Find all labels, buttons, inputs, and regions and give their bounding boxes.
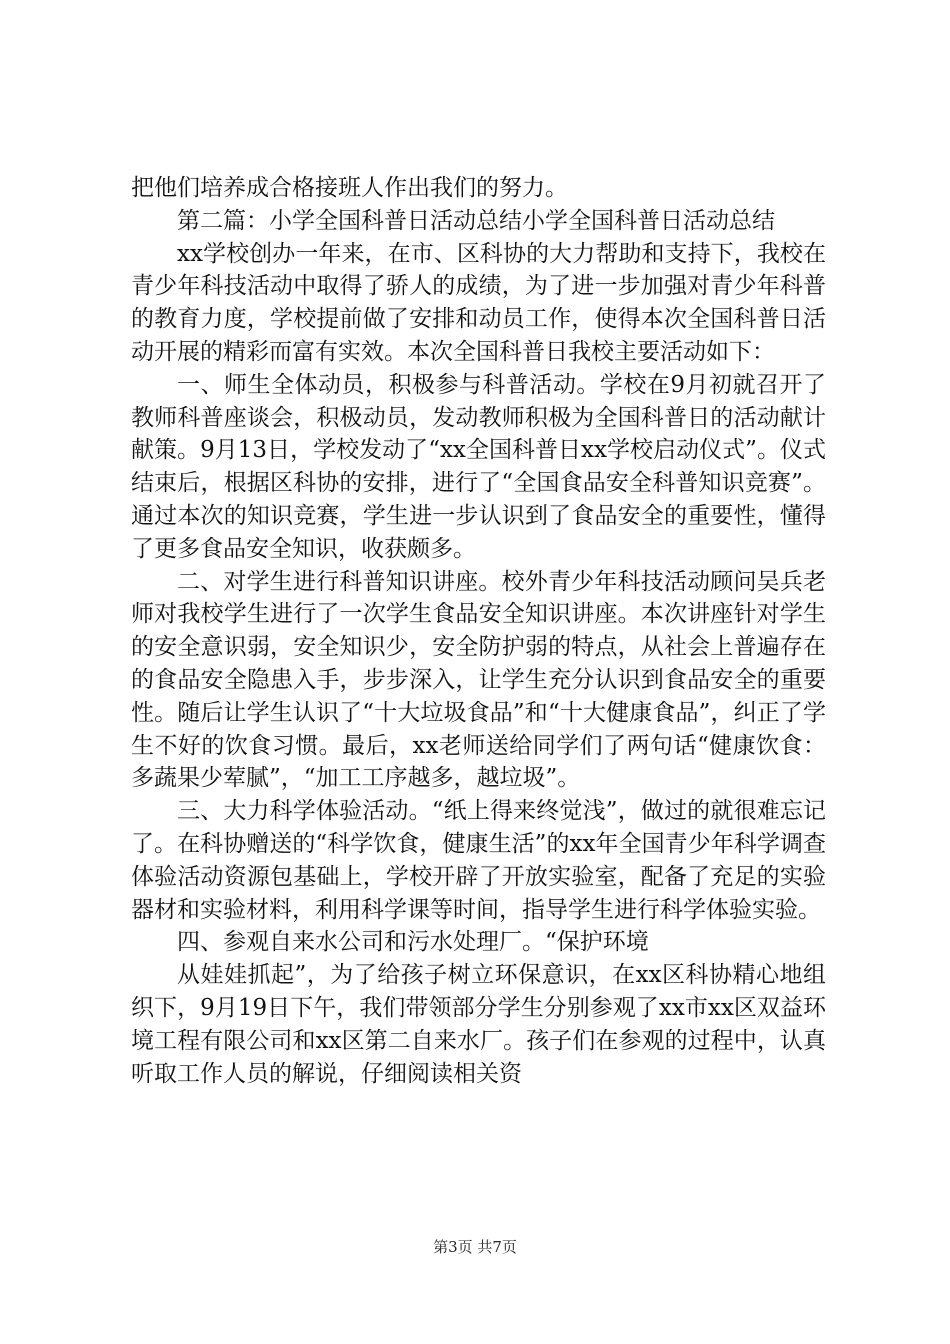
paragraph-item-4-body: 从娃娃抓起”，为了给孩子树立环保意识，在xx区科协精心地组织下，9月19日下午，我们带领部分学生分别参观了xx市xx区双益环境工程有限公司和xx区第二自来水厂。孩子们在参观的过程中，认真听取工作人员的解说，仔细阅读相关资 [131, 962, 826, 1087]
paragraph-item-2: 二、对学生进行科普知识讲座。校外青少年科技活动顾问吴兵老师对我校学生进行了一次学生食品安全知识讲座。本次讲座针对学生的安全意识弱，安全知识少，安全防护弱的特点，从社会上普遍存在的食品安全隐患入手，步步深入，让学生充分认识到食品安全的重要性。随后让学生认识了“十大垃圾食品”和“十大健康食品”，纠正了学生不好的饮食习惯。最后，xx老师送给同学们了两句话“健康饮食：多蔬果少荤腻”，“加工工序越多，越垃圾”。 [131, 568, 826, 792]
paragraph-continuation: 把他们培养成合格接班人作出我们的努力。 [131, 175, 568, 201]
paragraph-item-1: 一、师生全体动员，积极参与科普活动。学校在9月初就召开了教师科普座谈会，积极动员，发动教师积极为全国科普日的活动献计献策。9月13日，学校发动了“xx全国科普日xx学校启动仪式”。仪式结束后，根据区科协的安排，进行了“全国食品安全科普知识竞赛”。通过本次的知识竞赛，学生进一步认识到了食品安全的重要性，懂得了更多食品安全知识，收获颇多。 [131, 371, 826, 562]
paragraph-intro: xx学校创办一年来，在市、区科协的大力帮助和支持下，我校在青少年科技活动中取得了骄人的成绩，为了进一步加强对青少年科普的教育力度，学校提前做了安排和动员工作，使得本次全国科普日活动开展的精彩而富有实效。本次全国科普日我校主要活动如下： [131, 240, 826, 365]
section-heading: 第二篇：小学全国科普日活动总结小学全国科普日活动总结 [177, 207, 775, 234]
paragraph-item-4-title: 四、参观自来水公司和污水处理厂。“保护环境 [177, 929, 649, 956]
paragraph-item-3: 三、大力科学体验活动。“纸上得来终觉浅”，做过的就很难忘记了。在科协赠送的“科学饮食，健康生活”的xx年全国青少年科学调查体验活动资源包基础上，学校开辟了开放实验室，配备了充足的实验器材和实验材料，利用科学课等时间，指导学生进行科学体验实验。 [131, 798, 826, 923]
document-body [131, 172, 826, 1090]
page-number-footer: 第3页 共7页 [433, 1238, 517, 1256]
